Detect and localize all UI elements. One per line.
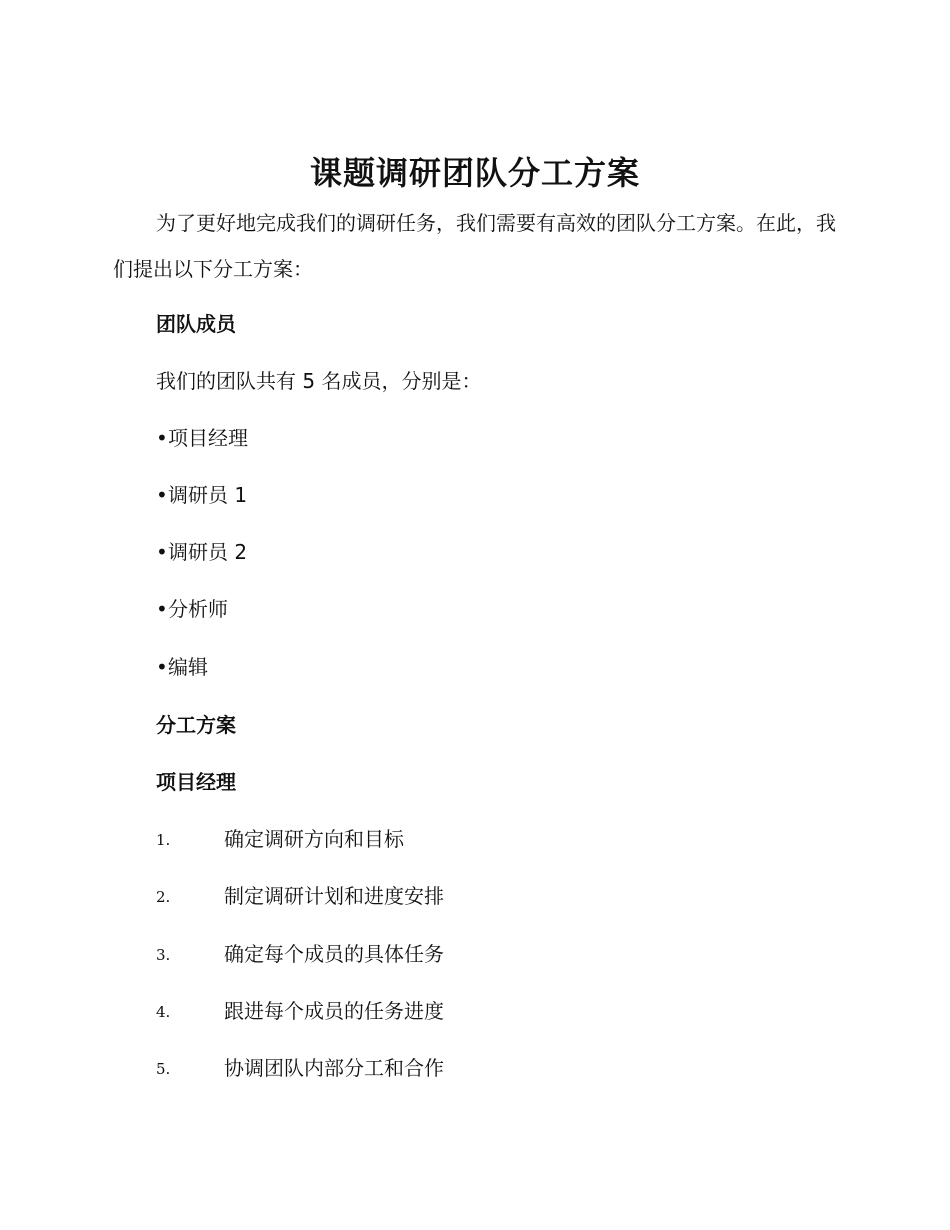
- member-item: [156, 423, 248, 453]
- member-label: 分析师: [168, 597, 228, 621]
- document-title: 课题调研团队分工方案: [309, 154, 640, 192]
- step-text: 确定调研方向和目标: [224, 827, 404, 851]
- member-item: [156, 652, 208, 682]
- bullet-icon: •: [156, 655, 168, 679]
- members-heading: 团队成员: [156, 312, 236, 336]
- step-number: 1.: [156, 831, 171, 849]
- member-label: 调研员 1: [168, 483, 248, 507]
- step-text: 制定调研计划和进度安排: [224, 884, 444, 908]
- step-number: 5.: [156, 1060, 171, 1078]
- step-text: 跟进每个成员的任务进度: [224, 999, 444, 1023]
- member-label: 项目经理: [168, 426, 248, 450]
- intro-paragraph: 为了更好地完成我们的调研任务，我们需要有高效的团队分工方案。在此，我们提出以下分工方案：: [113, 211, 836, 281]
- member-label: 编辑: [168, 655, 208, 679]
- bullet-icon: •: [156, 483, 168, 507]
- bullet-icon: •: [156, 540, 168, 564]
- member-item: [156, 480, 247, 510]
- bullet-icon: •: [156, 426, 168, 450]
- step-number: 4.: [156, 1003, 171, 1021]
- plan-subheading: 项目经理: [156, 770, 236, 794]
- step-text: 确定每个成员的具体任务: [224, 942, 444, 966]
- member-label: 调研员 2: [168, 540, 248, 564]
- step-number: 3.: [156, 946, 171, 964]
- bullet-icon: •: [156, 597, 168, 621]
- plan-heading: 分工方案: [156, 713, 236, 737]
- step-number: 2.: [156, 888, 171, 906]
- member-item: [156, 537, 247, 567]
- members-summary: 我们的团队共有 5 名成员，分别是：: [156, 369, 482, 393]
- step-text: 协调团队内部分工和合作: [224, 1056, 444, 1080]
- member-item: [156, 594, 228, 624]
